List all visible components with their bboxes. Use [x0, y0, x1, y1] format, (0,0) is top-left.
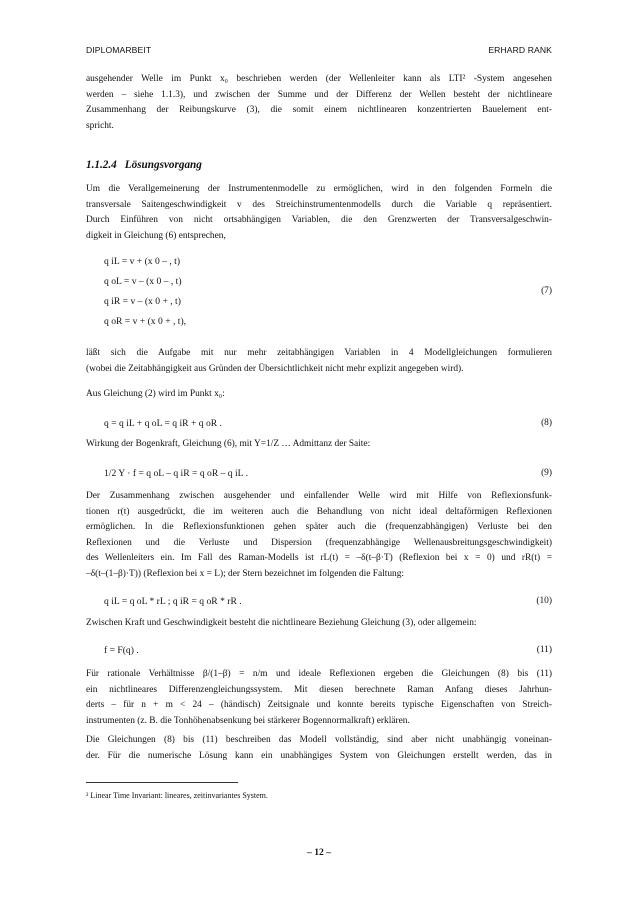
- paragraph-6: [86, 616, 552, 632]
- equation-9: 1/2 Y · f = q oL – q iR = q oR – q iL .: [104, 468, 248, 479]
- equation-11-number: (11): [536, 645, 552, 655]
- intro-paragraph: [86, 72, 552, 134]
- footnote: ² Linear Time Invariant: lineares, zeitinvariantes System.: [86, 791, 268, 800]
- section-title: Lösungsvorgang: [124, 159, 202, 171]
- equation-10-number: (10): [536, 596, 552, 606]
- equation-9-number: (9): [541, 468, 552, 478]
- section-heading: [86, 159, 210, 171]
- text-line: Um die Verallgemeinerung der Instrumentenmodelle zu ermöglichen, wird in den folgenden Formeln die: [86, 184, 552, 194]
- header-right: ERHARD RANK: [488, 45, 552, 55]
- text-line: ermöglichen. In die Reflexionsfunktionen gehen später auch die (frequenzabhängigen) Verluste bei den: [86, 522, 552, 533]
- text-line: läßt sich die Aufgabe mit nur mehr zeitabhängigen Variablen in 4 Modellgleichungen formulieren: [86, 348, 552, 358]
- text-line: (wobei die Zeitabhängigkeit aus Gründen der Übersichtlichkeit nicht mehr explizit angegeben wird).: [86, 363, 464, 374]
- paragraph-8: [86, 733, 552, 764]
- equation-7-line-4: q oR = v + (x 0 + , t),: [104, 316, 187, 327]
- text-line: –δ(t–(1–β)·T)) (Reflexion bei x = L); der Stern bezeichnet im folgenden die Faltung:: [86, 568, 405, 579]
- text-line: digkeit in Gleichung (6) entsprechen,: [86, 230, 226, 241]
- section-number: 1.1.2.4: [86, 159, 117, 171]
- text-line: Reflexionen und die Verluste und Dispersion (frequenzabhängige Wellenausbreitungsgeschwindigkeit): [86, 537, 552, 548]
- page-header: [86, 45, 552, 59]
- footnote-rule: [86, 782, 238, 783]
- text-line: transversale Saitengeschwindigkeit v des Streichinstrumentenmodells durch die Variable q repräsentiert.: [86, 199, 552, 210]
- equation-8: q = q iL + q oL = q iR + q oR .: [104, 418, 222, 429]
- text-line: Durch Einführen von nicht ortsabhängigen Variablen, die den Grenzwerten der Transversalgeschwin-: [86, 215, 552, 226]
- paragraph-7: [86, 667, 552, 729]
- text-line: des Wellenleiters ein. Im Fall des Raman-Modells ist rL(t) = –δ(t–β·T) (Reflexion bei x = 0) und rR(t) =: [86, 553, 552, 564]
- paragraph-1: [86, 182, 552, 244]
- text-line: spricht.: [86, 120, 114, 131]
- text-line: instrumenten (z. B. die Tonhöhenabsenkung bei stärkerer Bogennormalkraft) erklären.: [86, 715, 410, 726]
- paragraph-5: [86, 489, 552, 583]
- equation-7-number: (7): [541, 286, 552, 296]
- equation-10: q iL = q oL * rL ; q iR = q oR * rR .: [104, 596, 242, 607]
- text-line: der. Für die numerische Lösung kann ein unabhängiges System von Gleichungen erstellt werden, das in: [86, 750, 552, 761]
- text-line: derts – für n + m < 24 – (händisch) Zeitsignale und konnte bereits typische Eigenschaften von Streich-: [86, 700, 552, 711]
- text-line: Die Gleichungen (8) bis (11) beschreiben das Modell vollständig, sind aber nicht unabhängig voneinan-: [86, 735, 552, 745]
- paragraph-2: [86, 346, 552, 377]
- paragraph-4: [86, 437, 552, 453]
- text-line: Der Zusammenhang zwischen ausgehender und einfallender Welle wird mit Hilfe von Reflexionsfunk-: [86, 491, 552, 501]
- equation-7-line-1: q iL = v + (x 0 – , t): [104, 256, 181, 267]
- text-line: ein nichtlineares Differenzengleichungssystem. Mit diesen berechnete Raman Anfang dieses Jahrhun-: [86, 684, 552, 695]
- text-line: ausgehender Welle im Punkt x₀ beschrieben werden (der Wellenleiter kann als LTI² -System angesehen: [86, 74, 552, 84]
- text-line: Aus Gleichung (2) wird im Punkt x₀:: [86, 389, 225, 399]
- text-line: Zwischen Kraft und Geschwindigkeit besteht die nichtlineare Beziehung Gleichung (3), oder allgemein:: [86, 618, 477, 628]
- page-number: – 12 –: [307, 847, 331, 858]
- text-line: Für rationale Verhältnisse β/(1–β) = n/m und ideale Reflexionen ergeben die Gleichungen (8) bis (11): [86, 669, 552, 679]
- header-left: DIPLOMARBEIT: [86, 45, 152, 55]
- equation-7-line-3: q iR = v – (x 0 + , t): [104, 296, 181, 307]
- equation-8-number: (8): [541, 418, 552, 428]
- equation-7-line-2: q oL = v – (x 0 – , t): [104, 276, 182, 287]
- text-line: Zusammenhang der Reibungskurve (3), die somit einem nichtlinearen konzentrierten Bauelement ent-: [86, 105, 552, 116]
- paragraph-3: [86, 387, 552, 403]
- text-line: Wirkung der Bogenkraft, Gleichung (6), mit Y=1/Z … Admittanz der Saite:: [86, 439, 371, 449]
- text-line: tionen r(t) ausgedrückt, die im weiteren auch die Behandlung von nicht ideal deltaförmigen Reflexionen: [86, 506, 552, 517]
- equation-11: f = F(q) .: [104, 645, 139, 656]
- text-line: werden – siehe 1.1.3), und zwischen der Summe und der Differenz der Wellen besteht der nichtlineare: [86, 89, 552, 100]
